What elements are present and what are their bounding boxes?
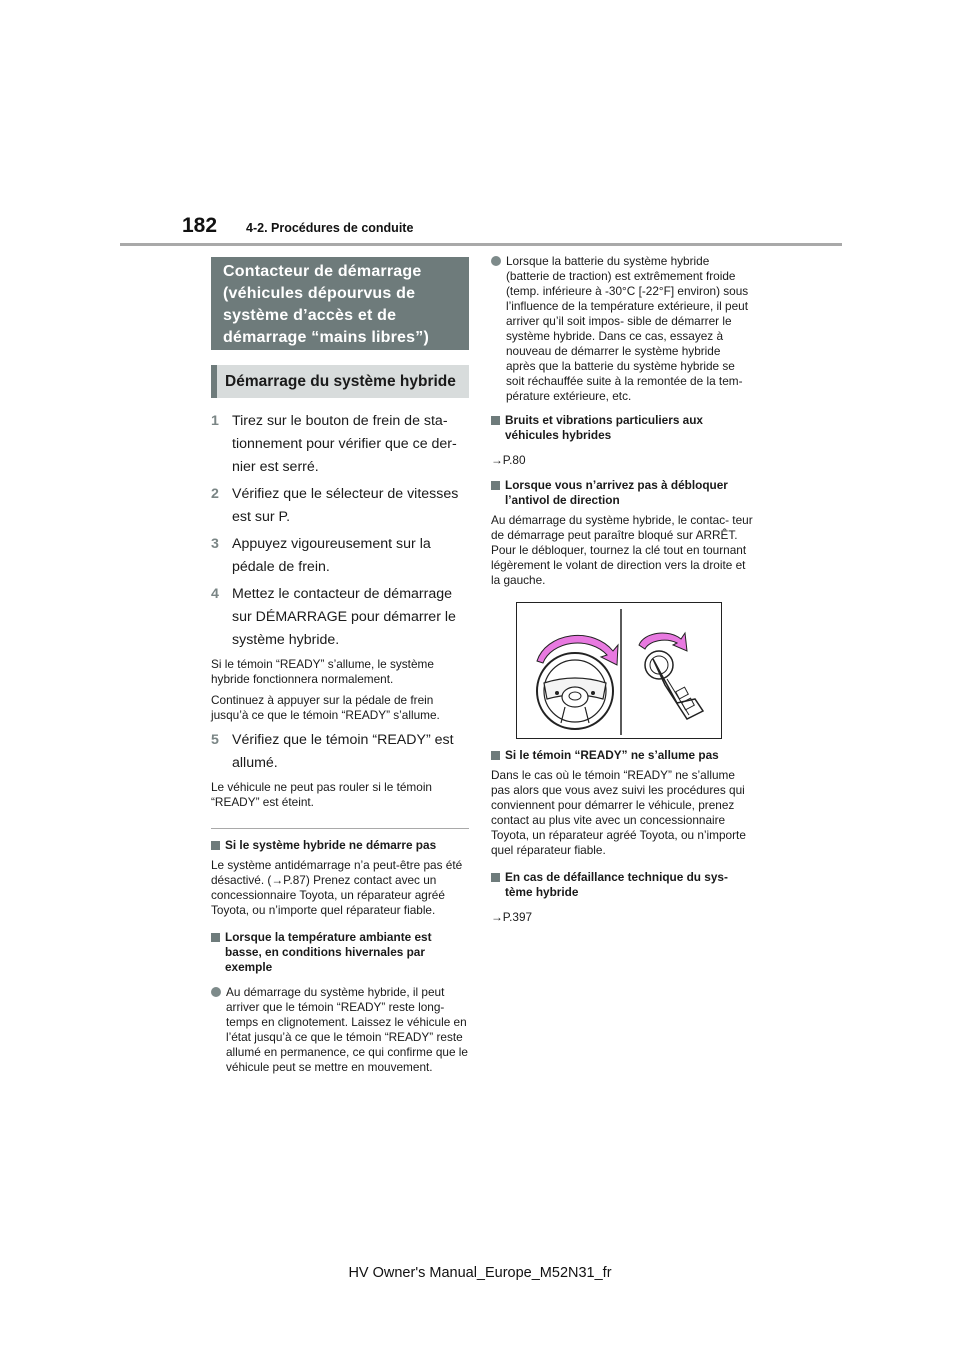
sec3-heading [491, 413, 753, 443]
sec3-ref[interactable]: →P.80 [491, 453, 526, 467]
square-bullet-icon [491, 416, 500, 425]
step-number: 4 [211, 586, 219, 602]
sec2-heading [211, 930, 469, 975]
steps-list [211, 410, 469, 809]
square-bullet-icon [491, 873, 500, 882]
heading-text: Si le système hybride ne démarre pas [225, 838, 437, 852]
step-5-note: Le véhicule ne peut pas rouler si le témoin “READY” est éteint. [211, 780, 432, 809]
square-bullet-icon [211, 841, 220, 850]
bullet-text: Au démarrage du système hybride, il peut arriver que le témoin “READY” reste long- temps en clignotement. Laissez le véhicule en l’état jusqu’à ce que le témoin “READY” reste allumé en permanence, ce qui confirme que le véhicule peut se mettre en mouvement. [226, 985, 468, 1074]
sec6-ref[interactable]: →P.397 [491, 910, 533, 924]
step-3 [211, 533, 469, 579]
step-text: Mettez le contacteur de démarrage sur DÉMARRAGE pour démarrer le système hybride. [232, 586, 456, 648]
sec1-text: Le système antidémarrage n’a peut-être pas été désactivé. (→P.87) Prenez contact avec un concessionnaire Toyota, un réparateur agréé Toyota, ou n’importe quel réparateur fiable. [211, 858, 463, 917]
step-number: 3 [211, 536, 219, 552]
footer: HV Owner's Manual_Europe_M52N31_fr [348, 1265, 612, 1281]
sec4-heading [491, 478, 753, 508]
step-4-note-b: Continuez à appuyer sur la pédale de frein jusqu’à ce que le témoin “READY” s’allume. [211, 693, 440, 722]
right-column [491, 254, 753, 935]
ignition-key-icon [645, 651, 703, 719]
step-text: Tirez sur le bouton de frein de sta- tionnement pour vérifier que ce der- nier est serré. [232, 413, 457, 475]
header-rule [120, 243, 842, 246]
step-number: 5 [211, 732, 219, 748]
heading-text: En cas de défaillance technique du sys- tème hybride [505, 870, 728, 899]
square-bullet-icon [491, 481, 500, 490]
square-bullet-icon [491, 751, 500, 760]
section-title: 4-2. Procédures de conduite [246, 221, 414, 235]
page-number: 182 [182, 214, 218, 237]
heading-text: Si le témoin “READY” ne s’allume pas [505, 748, 719, 762]
step-5 [211, 729, 469, 775]
step-1 [211, 410, 469, 479]
step-2 [211, 483, 469, 529]
subtopic-box: Démarrage du système hybride [211, 365, 469, 398]
square-bullet-icon [211, 933, 220, 942]
steering-key-illustration [516, 602, 722, 739]
battery-bullet [491, 254, 753, 404]
sec5-heading [491, 748, 753, 763]
sec6-heading [491, 870, 753, 900]
bullet-text: Lorsque la batterie du système hybride (batterie de traction) est extrêmement froide (temp. inférieure à -30°C [-22°F] environ) sous l’influence de la température extérieure, il peut arriver qu’il soit impos- sible de démarrer le système hybride. Dans ce cas, essayez à nouveau de démarrer le système hybride après que la batterie du système hybride se soit réchauffée suite à la remontée de la tem- pérature extérieure, etc. [506, 254, 749, 403]
step-text: Appuyez vigoureusement sur la pédale de frein. [232, 536, 431, 575]
illustration-svg [517, 603, 723, 740]
heading-text: Lorsque vous n’arrivez pas à débloquer l’antivol de direction [505, 478, 728, 507]
sec4-text: Au démarrage du système hybride, le contac- teur de démarrage peut paraître bloqué sur ARRÊT. Pour le débloquer, tournez la clé tout en tournant légèrement le volant de direction vers la droite et la gauche. [491, 513, 753, 587]
left-column [211, 257, 469, 1081]
sec2-bullet [211, 985, 469, 1075]
step-text: Vérifiez que le témoin “READY” est allumé. [232, 732, 454, 771]
sec1-heading [211, 838, 469, 853]
round-bullet-icon [491, 256, 501, 266]
round-bullet-icon [211, 987, 221, 997]
rotate-key-arrow-icon [639, 633, 687, 651]
step-text: Vérifiez que le sélecteur de vitesses est sur P. [232, 486, 459, 525]
step-number: 1 [211, 413, 219, 429]
section-divider [211, 828, 469, 829]
step-number: 2 [211, 486, 219, 502]
heading-text: Bruits et vibrations particuliers aux véhicules hybrides [505, 413, 703, 442]
topic-box: Contacteur de démarrage (véhicules dépourvus de système d’accès et de démarrage “mains libres”) [211, 257, 469, 350]
step-4 [211, 583, 469, 652]
sec5-text: Dans le cas où le témoin “READY” ne s’allume pas alors que vous avez suivi les procédures qui conviennent pour démarrer le véhicule, prenez contact au plus vite avec un concessionnaire Toyota, un réparateur agréé Toyota, ou n’importe quel réparateur fiable. [491, 768, 746, 857]
step-4-note-a: Si le témoin “READY” s’allume, le système hybride fonctionnera normalement. [211, 657, 434, 686]
steering-wheel-icon [537, 653, 613, 729]
heading-text: Lorsque la température ambiante est basse, en conditions hivernales par exemple [225, 930, 432, 974]
